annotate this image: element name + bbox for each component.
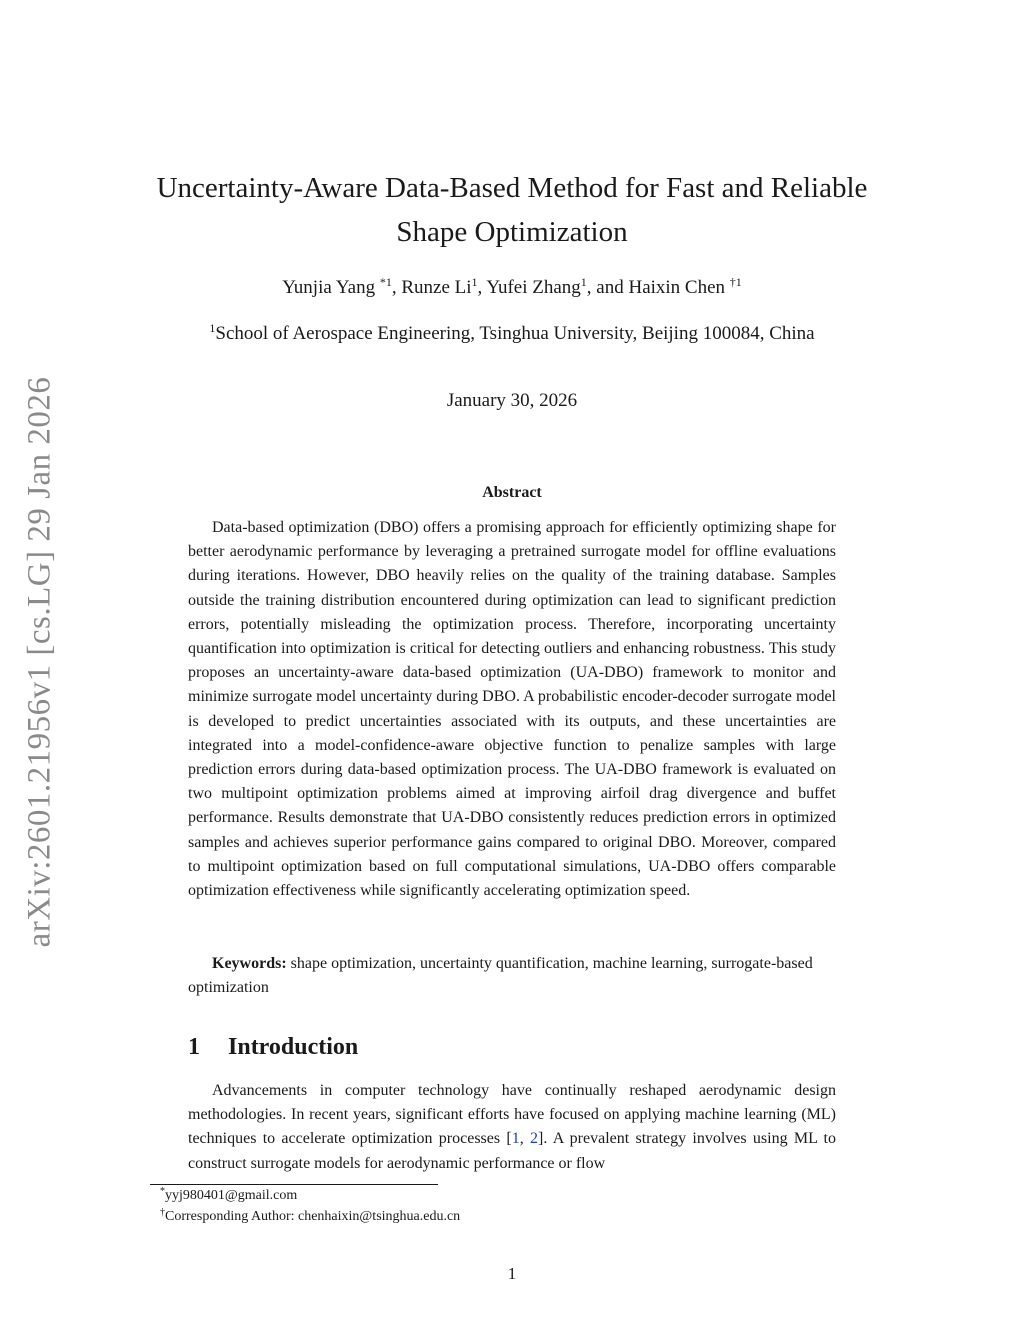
arxiv-identifier-stamp: arXiv:2601.21956v1 [cs.LG] 29 Jan 2026 xyxy=(21,376,58,948)
abstract-text: Data-based optimization (DBO) offers a promising approach for efficiently optimizing shape for better aerodynamic performance by leveraging a pretrained surrogate model for offline evaluations during iterations. However, DBO heavily relies on the quality of the training database. Samples outside the training distribution encountered during optimization can lead to significant prediction errors, potentially misleading the optimization process. Therefore, incorporating uncertainty quantification into optimization is critical for detecting outliers and enhancing robustness. This study proposes an uncertainty-aware data-based optimization (UA-DBO) framework to monitor and minimize surrogate model uncertainty during DBO. A probabilistic encoder-decoder surrogate model is developed to predict uncertainties associated with its outputs, and these uncertainties are integrated into a model-confidence-aware objective function to penalize samples with large prediction errors during data-based optimization process. The UA-DBO framework is evaluated on two multipoint optimization problems aimed at improving airfoil drag divergence and buffet performance. Results demonstrate that UA-DBO consistently reduces prediction errors in optimized samples and achieves superior performance gains compared to original DBO. Moreover, compared to multipoint optimization based on full computational simulations, UA-DBO offers comparable optimization effectiveness while significantly accelerating optimization speed. xyxy=(188,519,836,900)
footnote-divider xyxy=(150,1184,438,1185)
paper-title: Uncertainty-Aware Data-Based Method for Fast and Reliable Shape Optimization xyxy=(156,172,868,248)
publication-date: January 30, 2026 xyxy=(446,390,578,411)
footnote-mark: * xyxy=(160,1186,165,1197)
section-number: 1 xyxy=(188,1034,200,1060)
affiliation xyxy=(120,321,904,347)
section-title: Introduction xyxy=(228,1034,359,1060)
footnote-corresponding-author: Corresponding Author: chenhaixin@tsinghua.edu.cn xyxy=(165,1209,461,1224)
page-number: 1 xyxy=(507,1264,517,1283)
author-affiliation-mark: *1 xyxy=(379,275,392,289)
footnote xyxy=(160,1187,297,1205)
citation-link[interactable]: 1 xyxy=(511,1130,520,1148)
affiliation-mark: 1 xyxy=(209,321,216,335)
author-separator: , xyxy=(391,277,402,298)
keywords xyxy=(188,952,854,1000)
section-heading xyxy=(188,1032,358,1062)
citation-link[interactable]: 2 xyxy=(530,1130,538,1148)
author-name: Yunjia Yang xyxy=(282,277,376,298)
intro-text-part-2: ]. A prevalent strategy involves using ML to construct surrogate models for aerodynamic performance or flow xyxy=(188,1130,836,1172)
author-separator: , xyxy=(477,277,487,298)
author-affiliation-mark: 1 xyxy=(580,275,587,289)
author-list xyxy=(120,275,904,301)
author-conjunction: and xyxy=(596,277,629,298)
footnote-email: yyj980401@gmail.com xyxy=(165,1188,298,1203)
keywords-label: Keywords: xyxy=(212,955,287,972)
abstract-heading: Abstract xyxy=(482,484,542,501)
author-name: Yufei Zhang xyxy=(486,277,581,298)
author-separator: , xyxy=(586,277,597,298)
footnote-mark: † xyxy=(160,1207,165,1218)
affiliation-text: School of Aerospace Engineering, Tsinghua University, Beijing 100084, China xyxy=(215,323,815,344)
author-affiliation-mark: †1 xyxy=(729,275,742,289)
author-name: Runze Li xyxy=(401,277,472,298)
intro-text-part-1: Advancements in computer technology have continually reshaped aerodynamic design methodologies. In recent years, significant efforts have focused on applying machine learning (ML) techniques to accelerate optimization processes [ xyxy=(188,1082,836,1148)
introduction-paragraph xyxy=(188,1079,836,1176)
author-affiliation-mark: 1 xyxy=(471,275,478,289)
author-name: Haixin Chen xyxy=(628,277,726,298)
citation-separator: , xyxy=(519,1130,530,1148)
keywords-text: shape optimization, uncertainty quantification, machine learning, surrogate-based optimization xyxy=(188,955,813,997)
footnote xyxy=(160,1208,460,1226)
